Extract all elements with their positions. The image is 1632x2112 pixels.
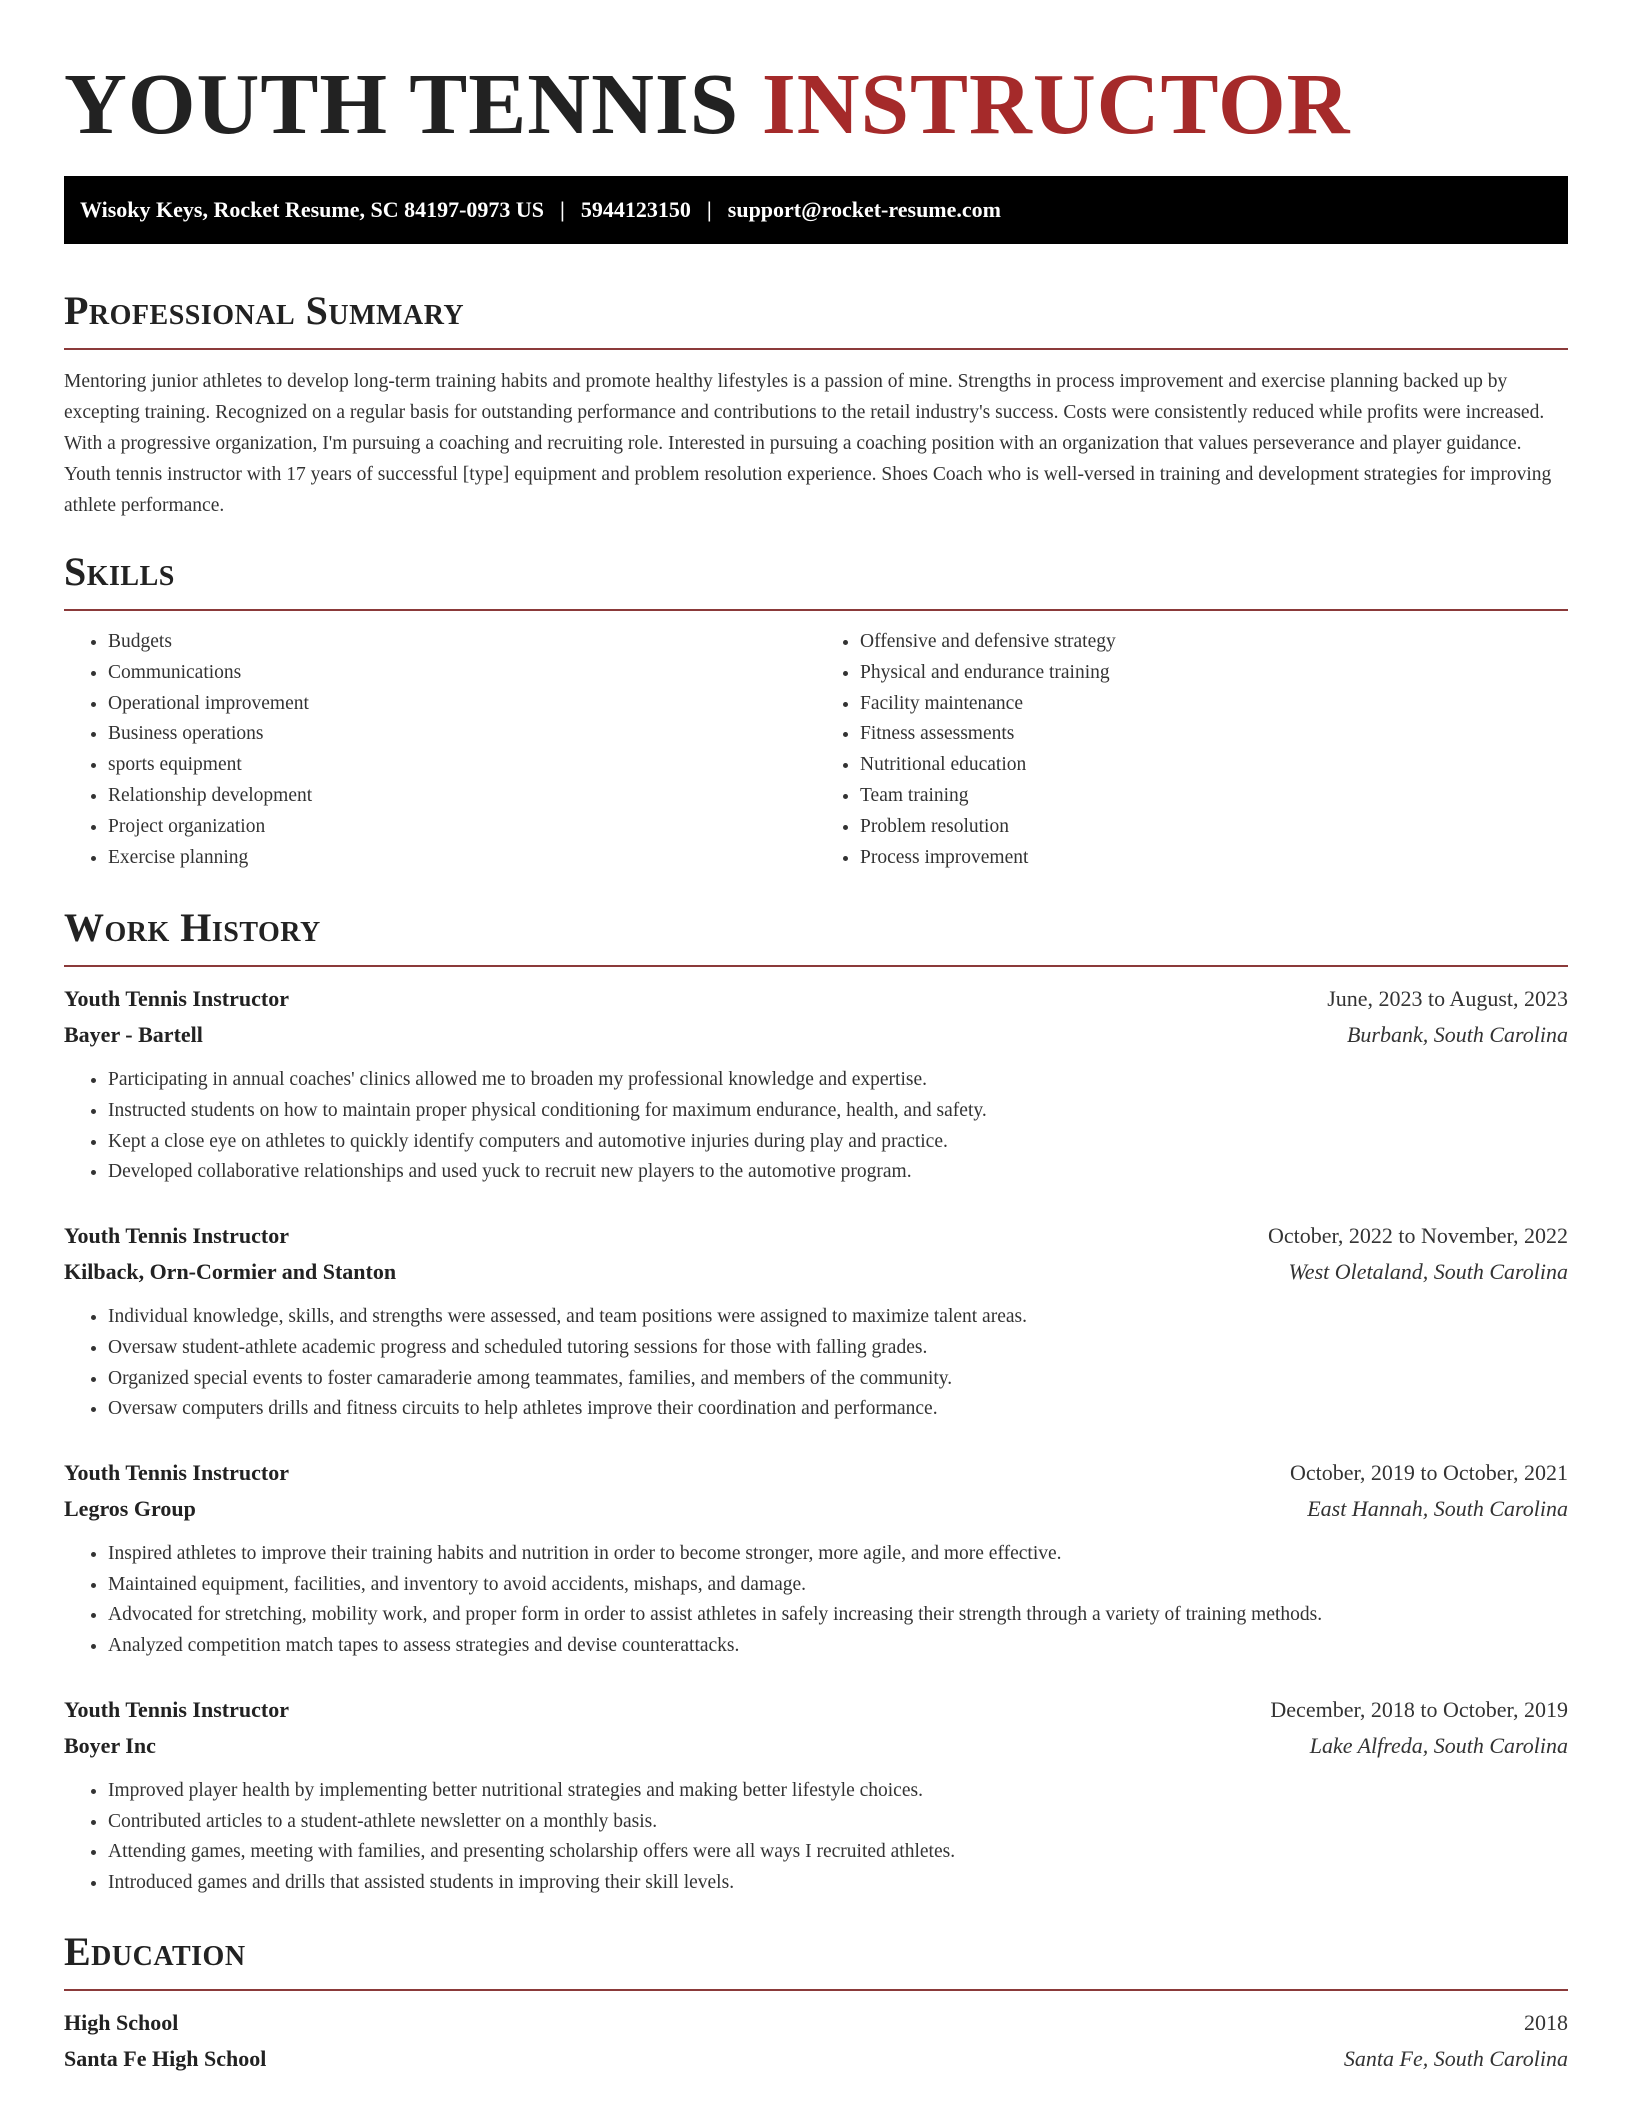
skill-item: • Problem resolution (860, 812, 1568, 843)
contact-email: support@rocket-resume.com (727, 197, 1001, 222)
contact-separator: | (560, 197, 565, 222)
job-company-row (64, 1491, 1568, 1527)
duty-item: • Organized special events to foster camaraderie among teammates, families, and members of the community. (108, 1364, 1568, 1395)
duty-item: • Analyzed competition match tapes to assess strategies and devise counterattacks. (108, 1631, 1568, 1662)
skills-list-left (64, 627, 816, 873)
skill-item: • Offensive and defensive strategy (860, 627, 1568, 658)
section-heading: Skills (64, 549, 175, 594)
duty-item: • Inspired athletes to improve their training habits and nutrition in order to become stronger, more agile, and more effective. (108, 1539, 1568, 1570)
job-title: Youth Tennis Instructor (64, 1460, 289, 1485)
contact-separator: | (706, 197, 712, 222)
contact-phone: 5944123150 (580, 197, 691, 222)
section-divider (64, 1989, 1568, 1991)
education-section (64, 1927, 1568, 2077)
skill-item: • Budgets (108, 627, 816, 658)
job-header-row (64, 1692, 1568, 1728)
job-company: Kilback, Orn-Cormier and Stanton (64, 1259, 397, 1285)
section-divider (64, 348, 1568, 350)
education-entry (64, 2005, 1568, 2077)
section-heading: Work History (64, 905, 321, 951)
duty-item: • Kept a close eye on athletes to quickly identify computers and automotive injuries during play and practice. (108, 1127, 1568, 1158)
job-duties (64, 1302, 1568, 1425)
job-header-row (64, 1455, 1568, 1491)
contact-bar (64, 176, 1568, 244)
skill-item: • Relationship development (108, 781, 816, 812)
duty-item: • Advocated for stretching, mobility work, and proper form in order to assist athletes in safely increasing their strength through a variety of training methods. (108, 1600, 1568, 1631)
job-company: Legros Group (64, 1496, 196, 1521)
section-heading: Education (64, 1928, 246, 1974)
job-company: Bayer - Bartell (64, 1022, 203, 1048)
duty-item: • Oversaw computers drills and fitness circuits to help athletes improve their coordination and performance. (108, 1394, 1568, 1425)
skill-item: • Project organization (108, 812, 816, 843)
job-title: Youth Tennis Instructor (64, 1696, 289, 1722)
education-location: Santa Fe, South Carolina (1343, 2045, 1568, 2071)
skill-item: • Physical and endurance training (860, 658, 1568, 689)
job-duties (64, 1776, 1568, 1899)
job-title: Youth Tennis Instructor (64, 1223, 289, 1249)
skills-section (64, 547, 1568, 873)
skills-list-right (816, 627, 1568, 873)
resume-title (64, 54, 1568, 154)
education-header-row (64, 2005, 1568, 2041)
skill-item: • Communications (108, 658, 816, 689)
work-history-section (64, 903, 1568, 1898)
job-location: West Oletaland, South Carolina (1288, 1259, 1568, 1285)
title-accent: INSTRUCTOR (761, 55, 1351, 152)
job-entry (64, 1692, 1568, 1899)
job-dates: October, 2019 to October, 2021 (1289, 1460, 1568, 1485)
duty-item: • Contributed articles to a student-athlete newsletter on a monthly basis. (108, 1807, 1568, 1838)
section-divider (64, 609, 1568, 611)
education-school: Santa Fe High School (64, 2045, 267, 2071)
job-location: East Hannah, South Carolina (1307, 1496, 1568, 1521)
duty-item: • Oversaw student-athlete academic progress and scheduled tutoring sessions for those with falling grades. (108, 1333, 1568, 1364)
duty-item: • Improved player health by implementing better nutritional strategies and making better lifestyle choices. (108, 1776, 1568, 1807)
job-entry (64, 1455, 1568, 1662)
job-location: Lake Alfreda, South Carolina (1309, 1732, 1568, 1758)
skill-item: • Operational improvement (108, 689, 816, 720)
duty-item: • Developed collaborative relationships and used yuck to recruit new players to the automotive program. (108, 1157, 1568, 1188)
job-entry (64, 981, 1568, 1188)
skill-item: • Team training (860, 781, 1568, 812)
duty-item: • Maintained equipment, facilities, and inventory to avoid accidents, mishaps, and damage. (108, 1570, 1568, 1601)
title-main: YOUTH TENNIS (64, 55, 740, 152)
summary-text: Mentoring junior athletes to develop long-term training habits and promote healthy lifestyles is a passion of mine. Strengths in process improvement and exercise planning backed up by excepting training. Recognized on a regular basis for outstanding performance and contributions to the retail industry's success. Costs were consistently reduced while profits were increased. With a progressive organization, I'm pursuing a coaching and recruiting role. Interested in pursuing a coaching position with an organization that values perseverance and player guidance. Youth tennis instructor with 17 years of successful [type] equipment and problem resolution experience. Shoes Coach who is well-versed in training and development strategies for improving athlete performance. (64, 371, 1552, 516)
job-header-row (64, 1218, 1568, 1254)
job-company-row (64, 1017, 1568, 1053)
skill-item: • sports equipment (108, 750, 816, 781)
duty-item: • Instructed students on how to maintain proper physical conditioning for maximum endurance, health, and safety. (108, 1096, 1568, 1127)
skill-item: • Fitness assessments (860, 719, 1568, 750)
skill-item: • Nutritional education (860, 750, 1568, 781)
skills-columns (64, 627, 1568, 873)
job-header-row (64, 981, 1568, 1017)
section-divider (64, 965, 1568, 967)
skill-item: • Exercise planning (108, 843, 816, 874)
duty-item: • Individual knowledge, skills, and strengths were assessed, and team positions were assigned to maximize talent areas. (108, 1302, 1568, 1333)
job-entry (64, 1218, 1568, 1425)
job-location: Burbank, South Carolina (1346, 1022, 1568, 1048)
job-dates: December, 2018 to October, 2019 (1270, 1696, 1568, 1722)
skill-item: • Business operations (108, 719, 816, 750)
skill-item: • Facility maintenance (860, 689, 1568, 720)
job-company-row (64, 1728, 1568, 1764)
contact-address: Wisoky Keys, Rocket Resume, SC 84197-0973 US (80, 197, 545, 222)
job-duties (64, 1539, 1568, 1662)
section-heading: Professional Summary (64, 288, 465, 333)
job-title: Youth Tennis Instructor (64, 986, 289, 1012)
job-company-row (64, 1254, 1568, 1290)
duty-item: • Attending games, meeting with families, and presenting scholarship offers were all ways I recruited athletes. (108, 1837, 1568, 1868)
job-company: Boyer Inc (64, 1732, 156, 1758)
education-year: 2018 (1524, 2009, 1568, 2035)
skill-item: • Process improvement (860, 843, 1568, 874)
duty-item: • Introduced games and drills that assisted students in improving their skill levels. (108, 1868, 1568, 1899)
job-duties (64, 1065, 1568, 1188)
job-dates: October, 2022 to November, 2022 (1267, 1223, 1568, 1249)
education-school-row (64, 2041, 1568, 2077)
job-dates: June, 2023 to August, 2023 (1327, 986, 1568, 1012)
education-degree: High School (64, 2009, 179, 2035)
summary-section (64, 286, 1568, 521)
duty-item: • Participating in annual coaches' clinics allowed me to broaden my professional knowledge and expertise. (108, 1065, 1568, 1096)
